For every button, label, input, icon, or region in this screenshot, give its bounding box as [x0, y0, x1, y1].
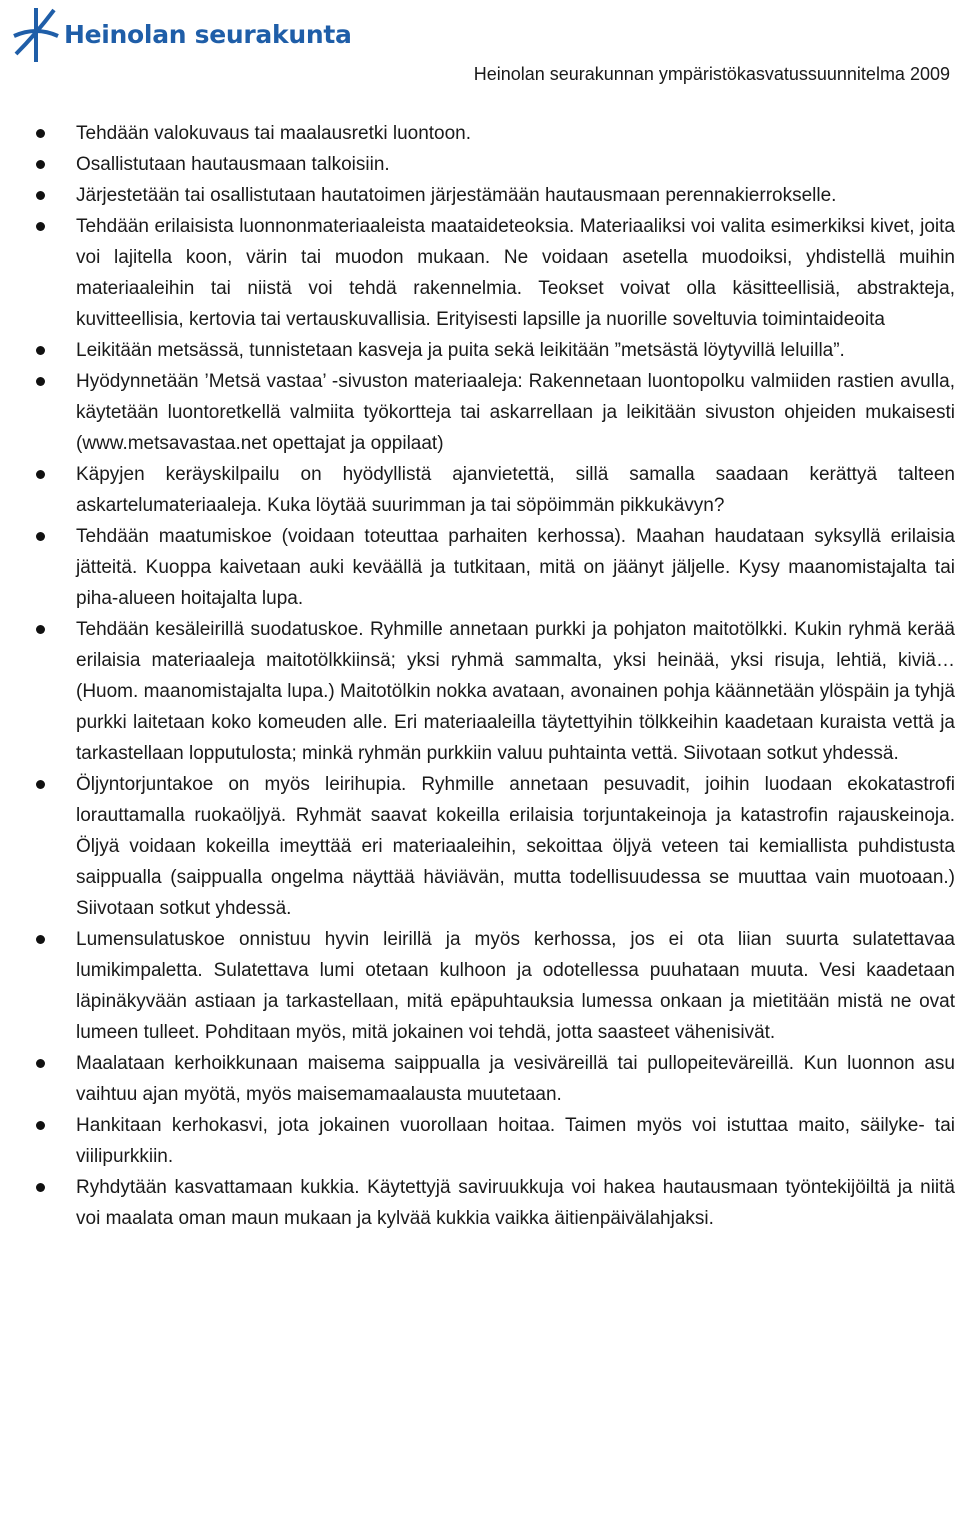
list-item [0, 118, 960, 149]
list-item-text: Käpyjen keräyskilpailu on hyödyllistä ajanvietettä, sillä samalla saadaan kerättyä talteen askartelumateriaaleja. Kuka löytää suurimman ja tai söpöimmän pikkukävyn? [76, 464, 955, 516]
bullet-icon [36, 377, 45, 386]
bullet-icon [36, 780, 45, 789]
list-item-text: Öljyntorjuntakoe on myös leirihupia. Ryhmille annetaan pesuvadit, joihin luodaan ekokatastrofi lorauttamalla ruokaöljyä. Ryhmät saavat kokeilla erilaisia torjuntakeinoja ja katastrofin rajauskeinoja. Öljyä voidaan kokeilla imeyttää eri materiaaleihin, sekoittaa öljyä veteen tai kemiallista puhdistusta saippualla (saippualla ongelma näyttää häviävän, mutta todellisuudessa se muuttaa vain muotoaan.) Siivotaan sotkut yhdessä. [76, 774, 955, 919]
bullet-icon [36, 129, 45, 138]
list-item [0, 211, 960, 335]
list-item [0, 335, 960, 366]
document-body [0, 118, 960, 1234]
list-item-text: Tehdään kesäleirillä suodatuskoe. Ryhmille annetaan purkki ja pohjaton maitotölkki. Kukin ryhmä kerää erilaisia materiaaleja maitotölkkiinsä; yksi ryhmä sammalta, yksi heinää, yksi risuja, lehtiä, kiviä… (Huom. maanomistajalta lupa.) Maitotölkin nokka avataan, avonainen pohja käännetään ylöspäin ja tyhjä purkki laitetaan koko komeuden alle. Eri materiaaleilla täytettyihin tölkkeihin kaadetaan kuraista vettä ja tarkastellaan lopputulosta; minkä ryhmän purkkiin valuu puhtainta vettä. Siivotaan sotkut yhdessä. [76, 619, 955, 764]
page-header [0, 0, 960, 100]
bullet-icon [36, 191, 45, 200]
list-item-text: Lumensulatuskoe onnistuu hyvin leirillä ja myös kerhossa, jos ei ota liian suurta sulatettavaa lumikimpaletta. Sulatettava lumi otetaan kulhoon ja odotellessa puuhataan muuta. Vesi kaadetaan läpinäkyvään astiaan ja tarkastellaan, mitä epäpuhtauksia lumessa onkaan ja mietitään mistä ne ovat lumeen tulleet. Pohditaan myös, mitä jokainen voi tehdä, jotta saasteet vähenisivät. [76, 929, 955, 1043]
bullet-icon [36, 1183, 45, 1192]
list-item-text: Tehdään maatumiskoe (voidaan toteuttaa parhaiten kerhossa). Maahan haudataan syksyllä erilaisia jätteitä. Kuoppa kaivetaan auki keväällä ja tutkitaan, mitä on jäänyt jäljelle. Kysy maanomistajalta tai piha-alueen hoitajalta lupa. [76, 526, 955, 609]
list-item [0, 614, 960, 769]
list-item-text: Hankitaan kerhokasvi, jota jokainen vuorollaan hoitaa. Taimen myös voi istuttaa maito, säilyke- tai viilipurkkiin. [76, 1115, 955, 1167]
list-item [0, 924, 960, 1048]
list-item [0, 1048, 960, 1110]
list-item [0, 521, 960, 614]
list-item-text: Osallistutaan hautausmaan talkoisiin. [76, 154, 390, 175]
list-item [0, 769, 960, 924]
bullet-icon [36, 470, 45, 479]
list-item-text: Hyödynnetään ’Metsä vastaa’ -sivuston materiaaleja: Rakennetaan luontopolku valmiiden rastien avulla, käytetään luontoretkellä valmiita työkortteja tai askarrellaan ja leikitään sivuston ohjeiden mukaisesti (www.metsavastaa.net opettajat ja oppilaat) [76, 371, 955, 454]
logo-text: Heinolan seurakunta [64, 20, 352, 49]
list-item-text: Järjestetään tai osallistutaan hautatoimen järjestämään hautausmaan perennakierrokselle. [76, 185, 837, 206]
bullet-icon [36, 1121, 45, 1130]
list-item [0, 180, 960, 211]
list-item-text: Maalataan kerhoikkunaan maisema saippualla ja vesiväreillä tai pullopeiteväreillä. Kun luonnon asu vaihtuu ajan myötä, myös maisemamaalausta muutetaan. [76, 1053, 955, 1105]
list-item [0, 149, 960, 180]
list-item-text: Tehdään erilaisista luonnonmateriaaleista maataideteoksia. Materiaaliksi voi valita esimerkiksi kivet, joita voi lajitella koon, värin tai muodon mukaan. Ne voidaan asetella muodoiksi, yhdistellä muihin materiaaleihin tai niistä voi tehdä rakennelmia. Teokset voivat olla käsitteellisiä, abstrakteja, kuvitteellisia, kertovia tai vertauskuvallisia. Erityisesti lapsille ja nuorille soveltuvia toimintaideoita [76, 216, 955, 330]
bullet-icon [36, 1059, 45, 1068]
list-item [0, 459, 960, 521]
bullet-icon [36, 160, 45, 169]
seurakunta-cross-logo-icon [6, 4, 66, 64]
bullet-icon [36, 625, 45, 634]
list-item-text: Leikitään metsässä, tunnistetaan kasveja ja puita sekä leikitään ”metsästä löytyvillä leluilla”. [76, 340, 845, 361]
bullet-icon [36, 532, 45, 541]
list-item [0, 1110, 960, 1172]
activity-list [0, 118, 960, 1234]
bullet-icon [36, 222, 45, 231]
document-title: Heinolan seurakunnan ympäristökasvatussuunnitelma 2009 [473, 64, 950, 84]
bullet-icon [36, 346, 45, 355]
list-item [0, 1172, 960, 1234]
bullet-icon [36, 935, 45, 944]
list-item-text: Tehdään valokuvaus tai maalausretki luontoon. [76, 123, 472, 144]
list-item-text: Ryhdytään kasvattamaan kukkia. Käytettyjä saviruukkuja voi hakea hautausmaan työntekijöiltä ja niitä voi maalata oman maun mukaan ja kylvää kukkia vaikka äitienpäivälahjaksi. [76, 1177, 955, 1229]
list-item [0, 366, 960, 459]
